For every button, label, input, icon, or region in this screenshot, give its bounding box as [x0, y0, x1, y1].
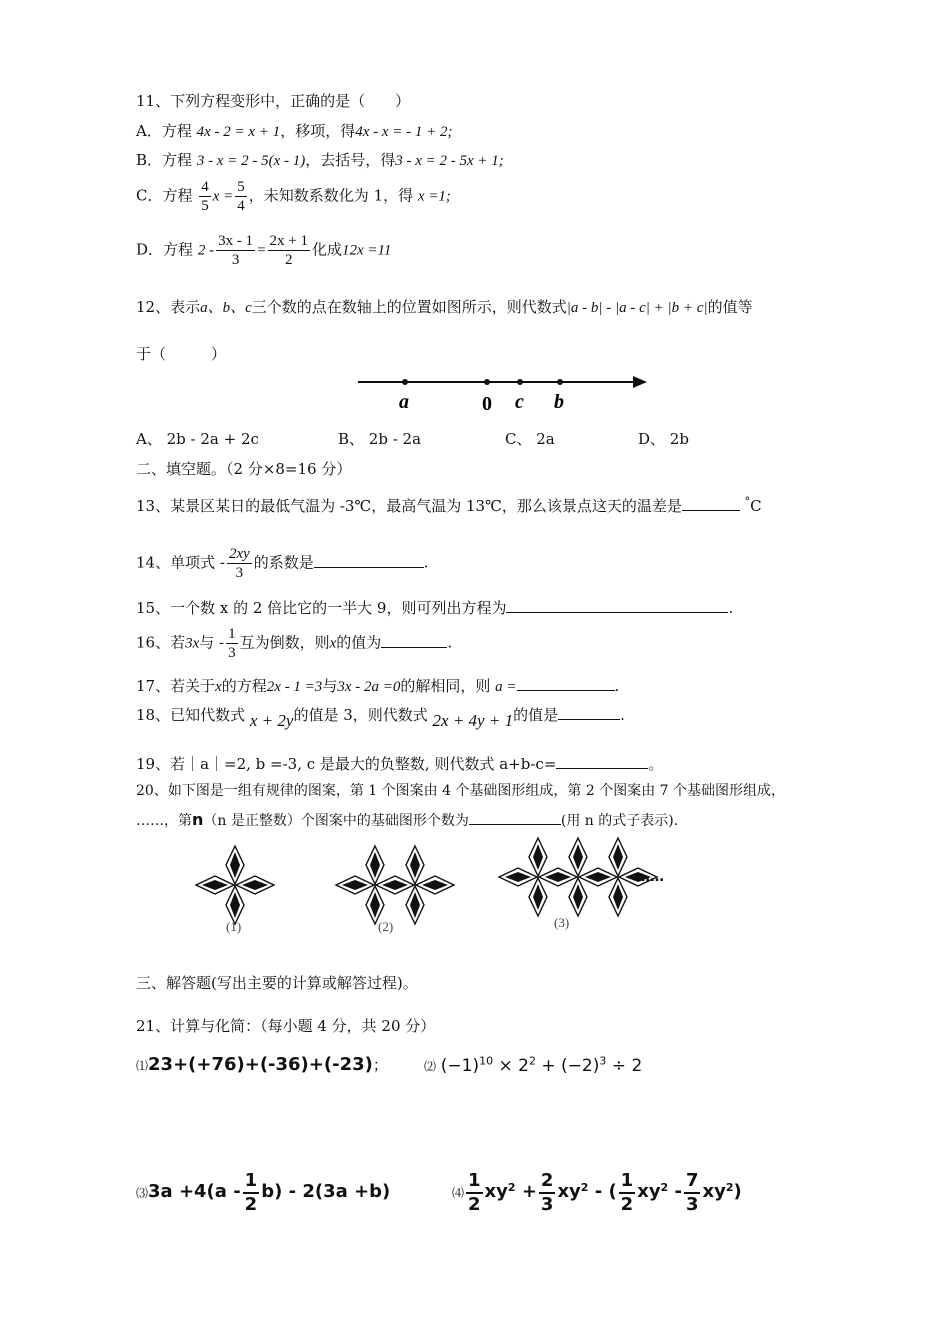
q11-c-num1: 4 — [201, 179, 209, 195]
q21-p3-label: ⑶ — [136, 1186, 149, 1200]
q21-p4-d3: 2 — [620, 1194, 634, 1215]
label-a: a — [399, 391, 409, 413]
q12-option-c: C、 2a — [505, 430, 555, 448]
q14-end: . — [423, 553, 429, 572]
q21-p4-e1: 2 — [507, 1181, 516, 1194]
q21-p2-b: × 2 — [493, 1055, 529, 1076]
q11-c-label: C．方程 — [136, 186, 193, 205]
caption-1: (1) — [226, 919, 242, 934]
q11-d-den2: 2 — [285, 252, 293, 268]
q17-eq2: 3x - 2a =0 — [337, 679, 401, 695]
q11-d-pre: 2 - — [197, 242, 215, 259]
q21-p4-op1: + — [515, 1181, 537, 1202]
q21-p4-t1: xy — [484, 1181, 508, 1202]
q17-blank — [517, 674, 615, 691]
q21-p4-n3: 1 — [619, 1170, 636, 1194]
q13-blank — [682, 494, 740, 511]
q19-text: 19、若｜a｜=2, b =-3, c 是最大的负整数, 则代数式 a+b-c= — [136, 755, 557, 773]
q18-blank — [558, 703, 620, 720]
q14-pre: 14、单项式 - — [136, 553, 225, 572]
q16-pre: 16、若 — [136, 633, 186, 652]
q17-pre: 17、若关于 — [136, 677, 216, 695]
q21-p4-n4: 7 — [684, 1170, 701, 1194]
q21-p4-t3: xy — [637, 1181, 661, 1202]
q18-end: . — [620, 706, 625, 724]
q16-a: 3x — [185, 635, 200, 652]
q12-expr: |a - b| - |a - c| + |b + c| — [566, 300, 708, 316]
q21-p2-label: ⑵ — [424, 1059, 437, 1074]
q11-d-num1: 3x - 1 — [218, 233, 254, 249]
section-2-heading: 二、填空题。（2 分×8=16 分） — [136, 460, 352, 478]
q17-mid3: 的解相同，则 — [400, 677, 491, 695]
q21-p1-end: ； — [372, 1056, 388, 1074]
q17-x: x — [215, 679, 222, 695]
q11-a-eq: 4x - 2 = x + 1 — [196, 124, 281, 140]
q21-p3-b: b) - 2(3a +b) — [261, 1181, 391, 1202]
label-c: c — [515, 391, 524, 413]
q11-a-mid: ，移项，得 — [280, 122, 356, 140]
q21-part-4 — [452, 1170, 742, 1216]
q16-end: . — [447, 633, 453, 652]
q11-d-eq: = — [257, 242, 266, 259]
q11-b-res: 3 - x = 2 - 5x + 1; — [395, 153, 504, 169]
q20-blank — [469, 808, 561, 825]
number-line-figure — [355, 370, 655, 415]
q21-p4-e3: 2 — [660, 1181, 669, 1194]
q21-p4-n1: 1 — [466, 1170, 483, 1194]
q21-p2-e3: 3 — [599, 1054, 607, 1067]
q16-mid1: 与 - — [199, 633, 225, 652]
q11-stem: 11、下列方程变形中，正确的是（ ） — [136, 92, 411, 110]
q11-a-res: 4x - x = - 1 + 2; — [355, 124, 453, 140]
q11-option-a — [136, 120, 453, 141]
q15-blank — [506, 596, 728, 613]
q11-b-mid: ，去括号，得 — [305, 151, 396, 169]
q20-line2-b: （n 是正整数）个图案中的基础图形个数为 — [203, 813, 469, 829]
q21-stem: 21、计算与化简：（每小题 4 分，共 20 分） — [136, 1017, 436, 1035]
q21-p4-d1: 2 — [468, 1194, 481, 1215]
q15-text: 15、一个数 x 的 2 倍比它的一半大 9，则可列出方程为 — [136, 599, 507, 617]
number-line-arrow — [633, 376, 647, 388]
q17-mid1: 的方程 — [221, 677, 267, 695]
q11-option-c — [136, 178, 451, 215]
label-0: 0 — [482, 393, 492, 415]
q19-blank — [556, 752, 648, 769]
q11-b-label: B．方程 — [136, 151, 193, 169]
q19-end: 。 — [648, 755, 664, 773]
q16-den: 3 — [228, 645, 236, 661]
q11-d-num2: 2x + 1 — [269, 233, 308, 249]
q14-den: 3 — [235, 565, 244, 581]
q21-p4-d2: 3 — [540, 1194, 554, 1215]
q20-n: n — [192, 810, 204, 829]
q21-p1-expr: 23+(+76)+(-36)+(-23) — [148, 1054, 373, 1075]
q12-stem-c: 的值等 — [707, 298, 753, 316]
q11-b-eq: 3 - x = 2 - 5(x - 1) — [196, 153, 306, 169]
q11-c-den2: 4 — [237, 198, 245, 214]
q13-unit: C — [750, 497, 762, 515]
pattern-ellipsis: …… — [636, 869, 664, 885]
q11-c-num2: 5 — [237, 179, 245, 195]
q21-p4-e4: 2 — [725, 1181, 734, 1194]
q11-d-mid: 化成 — [312, 240, 343, 259]
caption-2: (2) — [378, 919, 394, 934]
pattern-3 — [499, 838, 657, 916]
q21-p4-label: ⑷ — [452, 1186, 465, 1200]
label-b: b — [554, 391, 564, 413]
q21-part-1 — [136, 1054, 388, 1075]
pattern-2 — [336, 846, 454, 924]
q12-stem-d: 于（ ） — [136, 345, 227, 363]
q21-p2-c: + (−2) — [536, 1055, 600, 1076]
q11-option-b — [136, 149, 504, 170]
q19 — [136, 752, 663, 774]
q11-d-res: 12x =11 — [342, 242, 392, 259]
q21-p3-num: 1 — [243, 1170, 260, 1194]
q21-part-2 — [424, 1054, 642, 1076]
q18-e1: x + 2y — [249, 711, 294, 730]
q18-pre: 18、已知代数式 — [136, 706, 246, 724]
point-a — [402, 379, 408, 385]
q21-p2-d: ÷ 2 — [606, 1055, 643, 1076]
q17-eq1: 2x - 1 =3 — [266, 679, 323, 695]
q12-stem-a: 12、表示 — [136, 298, 201, 316]
q16-blank — [381, 631, 447, 648]
q21-p3-a: 3a +4(a - — [148, 1181, 241, 1202]
q21-p4-close: ) — [733, 1181, 742, 1202]
q21-p4-op2: - ( — [588, 1181, 617, 1202]
pattern-figures — [190, 835, 680, 945]
q20-line2 — [136, 808, 678, 830]
q21-p1-label: ⑴ — [136, 1059, 149, 1073]
pattern-1 — [196, 846, 274, 924]
q21-p4-d4: 3 — [685, 1194, 699, 1215]
q21-p2-a: (−1) — [440, 1055, 480, 1076]
q20-line1: 20、如下图是一组有规律的图案，第 1 个图案由 4 个基础图形组成，第 2 个图案由 7 个基础图形组成， — [136, 783, 786, 799]
q16 — [136, 625, 452, 662]
q15 — [136, 596, 733, 618]
q18 — [136, 703, 625, 730]
q11-a-label: A．方程 — [136, 122, 192, 140]
q11-c-x: x = — [212, 188, 234, 205]
q18-mid: 的值是 3，则代数式 — [293, 706, 428, 724]
q16-post: 的值为 — [336, 633, 382, 652]
q17-end: . — [614, 677, 620, 695]
q21-p2-e2: 2 — [529, 1054, 536, 1067]
q21-p2-e1: 10 — [479, 1054, 494, 1067]
q21-part-3 — [136, 1170, 390, 1216]
q21-p3-den: 2 — [244, 1194, 258, 1215]
q18-e2: 2x + 4y + 1 — [432, 711, 514, 730]
q14-num: 2xy — [228, 546, 250, 562]
q20-line2-c: (用 n 的式子表示). — [560, 813, 679, 829]
q16-x: x — [329, 635, 337, 652]
q21-p4-t4: xy — [702, 1181, 726, 1202]
q14-blank — [314, 551, 424, 568]
q11-c-den1: 5 — [201, 198, 209, 214]
q14-post: 的系数是 — [253, 553, 314, 572]
point-c — [517, 379, 523, 385]
q21-p4-e2: 2 — [580, 1181, 589, 1194]
q11-d-label: D．方程 — [136, 240, 194, 259]
q17-mid2: 与 — [322, 677, 338, 695]
q21-p4-t2: xy — [557, 1181, 581, 1202]
q16-num: 1 — [228, 626, 236, 642]
section-3-heading: 三、解答题(写出主要的计算或解答过程)。 — [136, 974, 418, 992]
q12-stem — [136, 296, 753, 317]
q21-p4-n2: 2 — [539, 1170, 556, 1194]
q17-a: a = — [495, 679, 517, 695]
caption-3: (3) — [554, 915, 570, 930]
q18-post: 的值是 — [513, 706, 559, 724]
q12-option-a: A、 2b - 2a + 2c — [136, 430, 259, 448]
q11-c-mid: ，未知数系数化为 1，得 — [248, 186, 414, 205]
q11-option-d — [136, 232, 391, 269]
q12-stem-b: 三个数的点在数轴上的位置如图所示，则代数式 — [251, 298, 567, 316]
q15-end: . — [728, 599, 734, 617]
q21-p4-op3: - — [668, 1181, 682, 1202]
q16-mid2: 互为倒数，则 — [239, 633, 330, 652]
q11-d-den1: 3 — [231, 252, 240, 268]
q11-c-res: x =1; — [417, 188, 451, 205]
q12-vars: a、b、c — [200, 300, 252, 316]
q13-text: 13、某景区某日的最低气温为 -3℃，最高气温为 13℃，那么该景点这天的温差是 — [136, 497, 682, 515]
q12-option-b: B、 2b - 2a — [338, 430, 422, 448]
point-b — [557, 379, 563, 385]
q14 — [136, 545, 429, 582]
q20-line2-a: ……，第 — [136, 813, 192, 829]
point-0 — [484, 379, 490, 385]
q12-option-d: D、 2b — [638, 430, 689, 448]
q17 — [136, 674, 619, 696]
q13 — [136, 494, 762, 516]
q13-degree: ° — [744, 495, 751, 508]
